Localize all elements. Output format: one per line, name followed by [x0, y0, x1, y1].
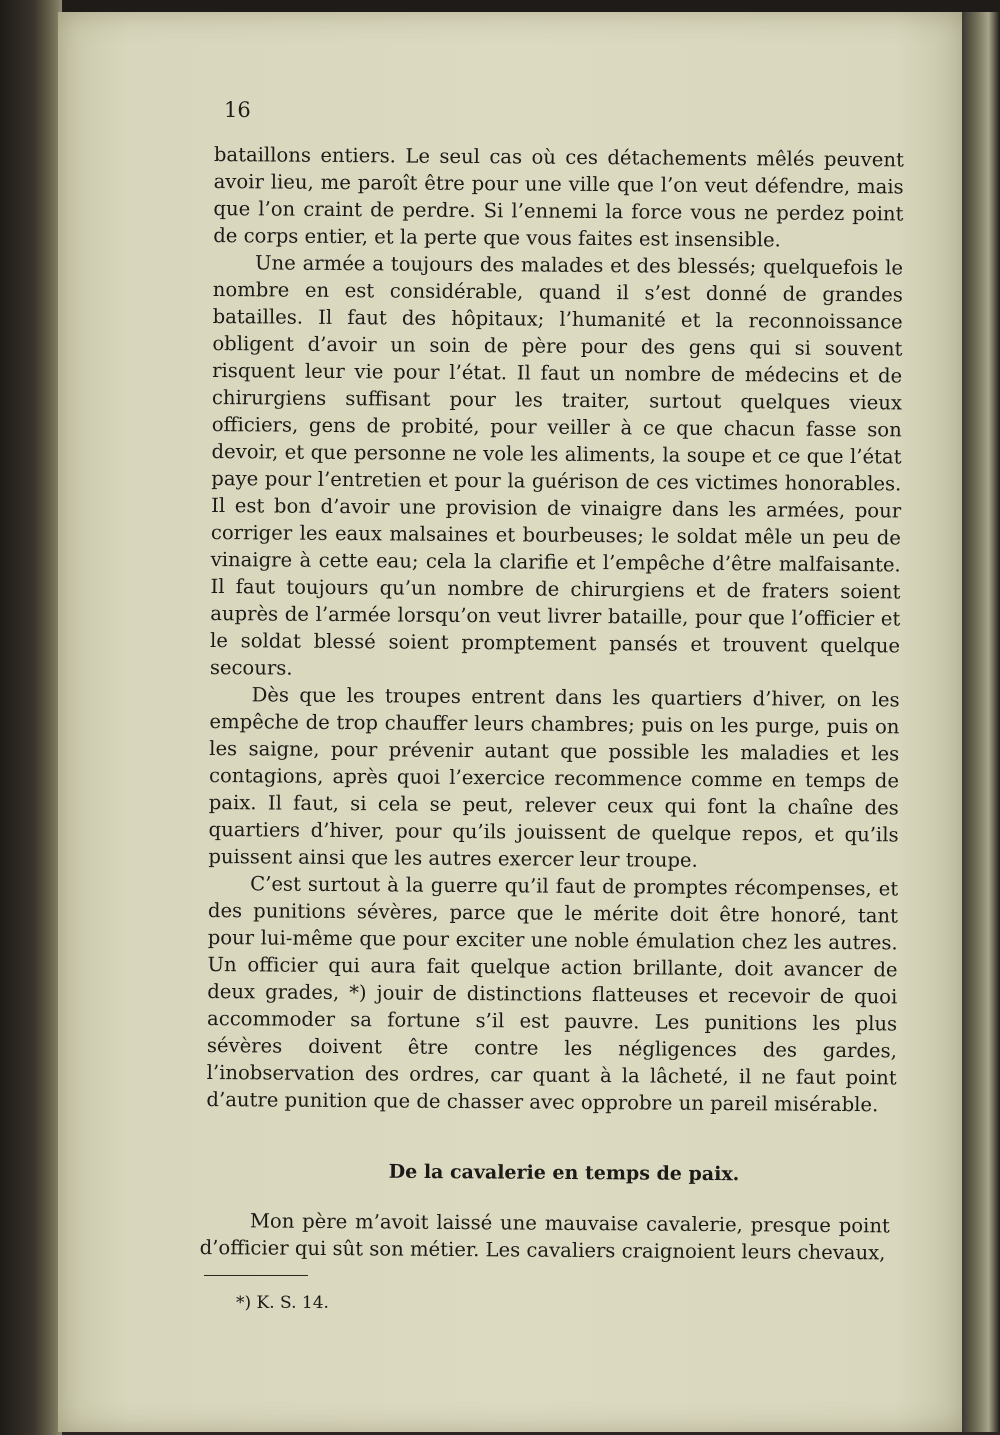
body-text: [206, 141, 904, 1118]
book-binding-left: [0, 0, 62, 1435]
paragraph-2: Une armée a toujours des malades et des blessés; quelquefois le nombre en est considérable, quand il s’est donné de grandes batailles. Il faut des hôpitaux; l’humanité et la reconnoissance obligent d’avoir un soin de père pour des gens qui si souvent risquent leur vie pour l’état. Il faut un nombre de médecins et de chirurgiens suffisant pour les traiter, surtout quelques vieux officiers, gens de probité, pour veiller à ce que chacun fasse son devoir, et que personne ne vole les aliments, la soupe et ce que l’état paye pour l’entretien et pour la guérison de ces victimes honorables. Il est bon d’avoir une provision de vinaigre dans les armées, pour corriger les eaux malsaines et bourbeuses; le soldat mêle un peu de vinaigre à cette eau; cela la clarifie et l’empêche d’être malfaisante. Il faut toujours qu’un nombre de chirurgiens et de fraters soient auprès de l’armée lorsqu’on veut livrer bataille, pour que l’officier et le soldat blessé soient promptement pansés et trouvent quelque secours.: [209, 251, 904, 680]
book-edge-right: [962, 12, 1000, 1432]
paragraph-4: C’est surtout à la guerre qu’il faut de promptes récompenses, et des punitions sévères, parce que le mérite doit être honoré, tant pour lui-même que pour exciter une noble émulation chez les autres. Un officier qui aura fait quelque action brillante, doit avancer de deux grades, *) jouir de distinctions flatteuses et recevoir de quoi accommoder sa fortune s’il est pauvre. Les punitions les plus sévères doivent être contre les négligences des gardes, l’inobservation des ordres, car quant à la lâcheté, il ne faut point d’autre punition que de chasser avec opprobre un pareil misérable.: [206, 872, 899, 1117]
paragraph-1: bataillons entiers. Le seul cas où ces détachements mêlés peuvent avoir lieu, me paroît être pour une ville que l’on veut défendre, mais que l’on craint de perdre. Si l’ennemi la force vous ne perdez point de corps entier, et la perte que vous faites est insensible.: [213, 142, 904, 252]
paragraph-3: Dès que les troupes entrent dans les quartiers d’hiver, on les empêche de trop chauffer leurs chambres; puis on les purge, puis on les saigne, pour prévenir autant que possible les maladies et les contagions, après quoi l’exercice recommence comme en temps de paix. Il faut, si cela se peut, relever ceux qui font la chaîne des quartiers d’hiver, pour qu’ils jouissent de quelque repos, et qu’ils puissent ainsi que les autres exercer leur troupe.: [208, 683, 900, 872]
footnote: *) K. S. 14.: [236, 1293, 329, 1313]
footnote-divider: [204, 1275, 308, 1276]
page-number: 16: [224, 98, 251, 122]
section-text: [200, 1207, 890, 1266]
section-heading: De la cavalerie en temps de paix.: [388, 1160, 740, 1186]
section-paragraph: Mon père m’avoit laissé une mauvaise cavalerie, presque point d’officier qui sût son métier. Les cavaliers craignoient leurs chevaux,: [199, 1209, 890, 1265]
